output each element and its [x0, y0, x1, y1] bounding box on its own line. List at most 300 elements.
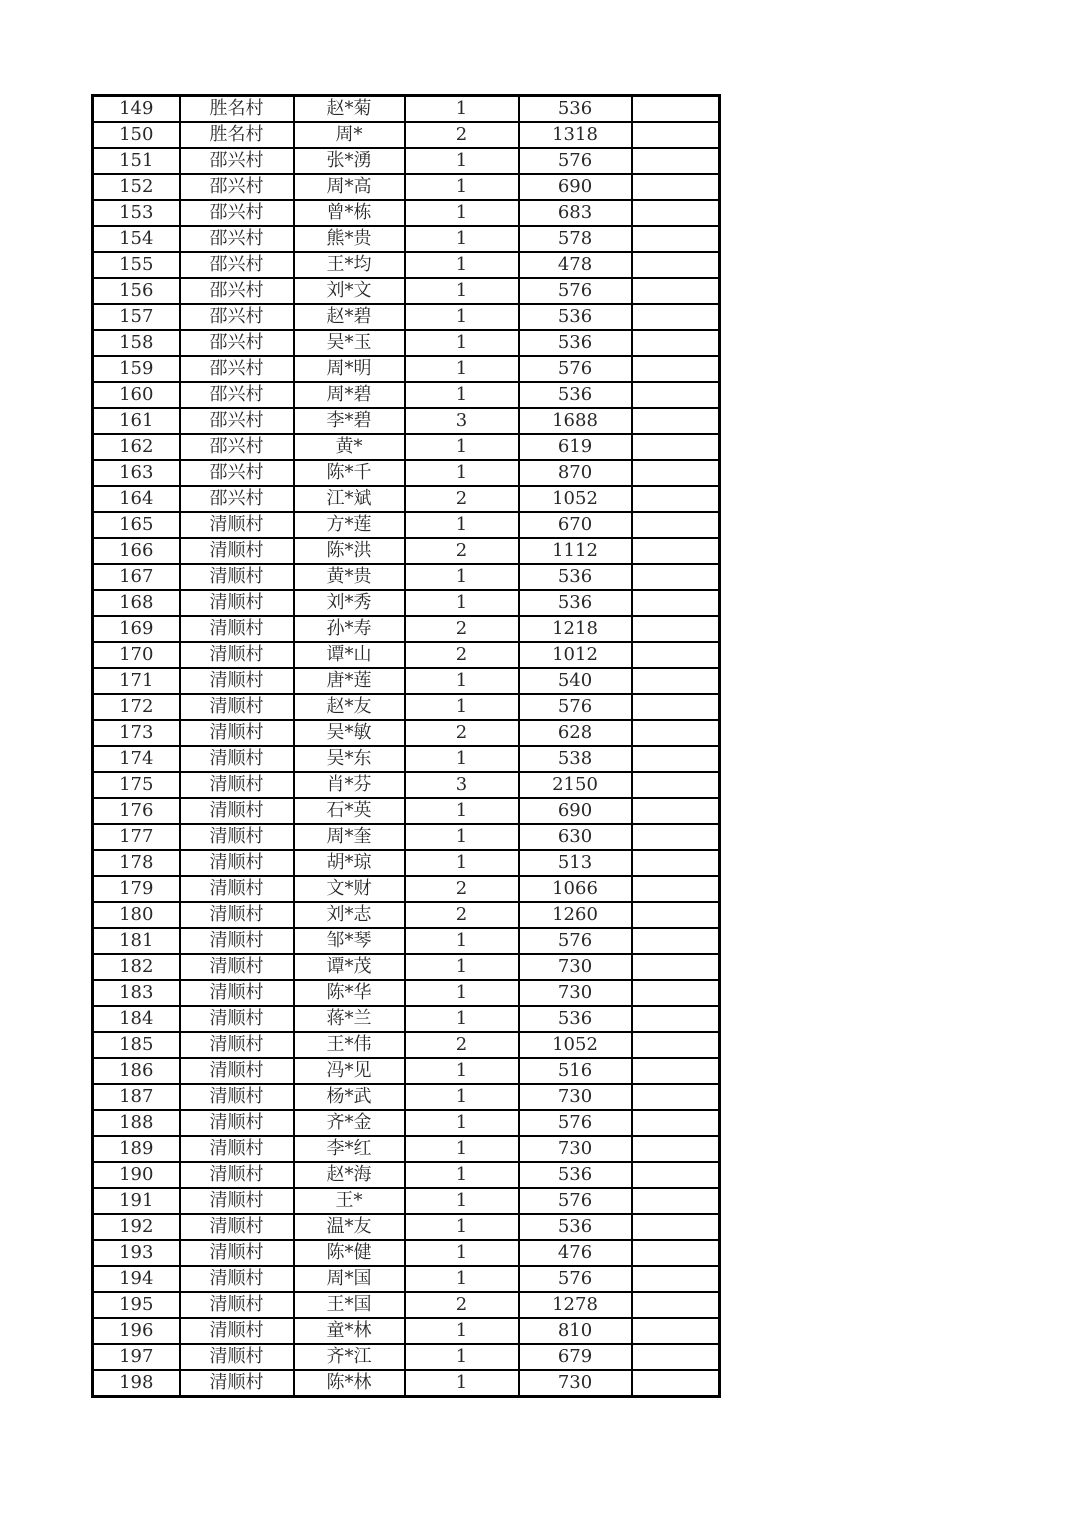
remark-cell	[632, 694, 720, 720]
person-name-cell: 周*明	[294, 356, 405, 382]
person-name-cell: 刘*秀	[294, 590, 405, 616]
person-name-cell: 邹*琴	[294, 928, 405, 954]
village-name-cell: 清顺村	[180, 980, 294, 1006]
serial-number-cell: 187	[93, 1084, 180, 1110]
person-count-cell: 1	[405, 278, 519, 304]
amount-cell: 540	[519, 668, 632, 694]
person-name-cell: 江*斌	[294, 486, 405, 512]
person-name-cell: 熊*贵	[294, 226, 405, 252]
village-name-cell: 清顺村	[180, 954, 294, 980]
serial-number-cell: 160	[93, 382, 180, 408]
person-count-cell: 2	[405, 1032, 519, 1058]
person-count-cell: 1	[405, 1188, 519, 1214]
person-count-cell: 1	[405, 96, 519, 123]
person-count-cell: 1	[405, 1136, 519, 1162]
amount-cell: 576	[519, 1110, 632, 1136]
person-name-cell: 曾*栋	[294, 200, 405, 226]
remark-cell	[632, 1188, 720, 1214]
amount-cell: 1260	[519, 902, 632, 928]
person-count-cell: 1	[405, 356, 519, 382]
village-name-cell: 清顺村	[180, 902, 294, 928]
table-row	[93, 382, 720, 408]
person-name-cell: 谭*山	[294, 642, 405, 668]
village-name-cell: 邵兴村	[180, 486, 294, 512]
person-count-cell: 1	[405, 746, 519, 772]
table-row	[93, 1266, 720, 1292]
remark-cell	[632, 928, 720, 954]
person-name-cell: 童*林	[294, 1318, 405, 1344]
table-row	[93, 1370, 720, 1397]
table-row	[93, 824, 720, 850]
payment-roster-table	[91, 94, 721, 1398]
person-count-cell: 1	[405, 954, 519, 980]
serial-number-cell: 188	[93, 1110, 180, 1136]
person-name-cell: 赵*友	[294, 694, 405, 720]
serial-number-cell: 165	[93, 512, 180, 538]
table-row	[93, 304, 720, 330]
person-count-cell: 1	[405, 460, 519, 486]
person-name-cell: 李*碧	[294, 408, 405, 434]
person-name-cell: 石*英	[294, 798, 405, 824]
amount-cell: 870	[519, 460, 632, 486]
table-row	[93, 668, 720, 694]
person-count-cell: 1	[405, 330, 519, 356]
serial-number-cell: 168	[93, 590, 180, 616]
amount-cell: 476	[519, 1240, 632, 1266]
serial-number-cell: 175	[93, 772, 180, 798]
table-row	[93, 330, 720, 356]
village-name-cell: 清顺村	[180, 512, 294, 538]
remark-cell	[632, 980, 720, 1006]
serial-number-cell: 155	[93, 252, 180, 278]
person-count-cell: 1	[405, 226, 519, 252]
person-name-cell: 冯*见	[294, 1058, 405, 1084]
amount-cell: 536	[519, 590, 632, 616]
person-name-cell: 齐*江	[294, 1344, 405, 1370]
remark-cell	[632, 1136, 720, 1162]
village-name-cell: 邵兴村	[180, 304, 294, 330]
remark-cell	[632, 1266, 720, 1292]
person-count-cell: 2	[405, 720, 519, 746]
village-name-cell: 清顺村	[180, 1162, 294, 1188]
table-row	[93, 278, 720, 304]
table-row	[93, 772, 720, 798]
village-name-cell: 清顺村	[180, 1006, 294, 1032]
amount-cell: 1688	[519, 408, 632, 434]
remark-cell	[632, 1058, 720, 1084]
person-count-cell: 2	[405, 538, 519, 564]
amount-cell: 683	[519, 200, 632, 226]
table-row	[93, 1240, 720, 1266]
remark-cell	[632, 616, 720, 642]
person-count-cell: 2	[405, 122, 519, 148]
village-name-cell: 邵兴村	[180, 460, 294, 486]
remark-cell	[632, 1344, 720, 1370]
village-name-cell: 邵兴村	[180, 408, 294, 434]
village-name-cell: 邵兴村	[180, 356, 294, 382]
serial-number-cell: 195	[93, 1292, 180, 1318]
amount-cell: 578	[519, 226, 632, 252]
serial-number-cell: 192	[93, 1214, 180, 1240]
person-name-cell: 王*均	[294, 252, 405, 278]
amount-cell: 1066	[519, 876, 632, 902]
serial-number-cell: 158	[93, 330, 180, 356]
table-row	[93, 564, 720, 590]
amount-cell: 536	[519, 304, 632, 330]
amount-cell: 690	[519, 174, 632, 200]
serial-number-cell: 159	[93, 356, 180, 382]
remark-cell	[632, 174, 720, 200]
person-count-cell: 1	[405, 850, 519, 876]
amount-cell: 810	[519, 1318, 632, 1344]
person-name-cell: 黄*	[294, 434, 405, 460]
village-name-cell: 清顺村	[180, 1188, 294, 1214]
serial-number-cell: 190	[93, 1162, 180, 1188]
amount-cell: 576	[519, 148, 632, 174]
serial-number-cell: 183	[93, 980, 180, 1006]
person-name-cell: 周*	[294, 122, 405, 148]
person-count-cell: 1	[405, 148, 519, 174]
remark-cell	[632, 642, 720, 668]
table-row	[93, 200, 720, 226]
amount-cell: 730	[519, 954, 632, 980]
person-name-cell: 赵*海	[294, 1162, 405, 1188]
person-count-cell: 1	[405, 824, 519, 850]
table-row	[93, 1344, 720, 1370]
table-row	[93, 226, 720, 252]
person-name-cell: 张*湧	[294, 148, 405, 174]
person-count-cell: 2	[405, 486, 519, 512]
amount-cell: 630	[519, 824, 632, 850]
amount-cell: 536	[519, 1006, 632, 1032]
amount-cell: 2150	[519, 772, 632, 798]
village-name-cell: 邵兴村	[180, 226, 294, 252]
serial-number-cell: 180	[93, 902, 180, 928]
amount-cell: 536	[519, 564, 632, 590]
person-count-cell: 1	[405, 200, 519, 226]
village-name-cell: 邵兴村	[180, 200, 294, 226]
village-name-cell: 清顺村	[180, 694, 294, 720]
remark-cell	[632, 226, 720, 252]
person-name-cell: 方*莲	[294, 512, 405, 538]
amount-cell: 536	[519, 1162, 632, 1188]
person-count-cell: 1	[405, 1006, 519, 1032]
remark-cell	[632, 200, 720, 226]
table-row	[93, 460, 720, 486]
person-count-cell: 3	[405, 408, 519, 434]
serial-number-cell: 177	[93, 824, 180, 850]
village-name-cell: 清顺村	[180, 1370, 294, 1397]
serial-number-cell: 153	[93, 200, 180, 226]
remark-cell	[632, 902, 720, 928]
amount-cell: 690	[519, 798, 632, 824]
serial-number-cell: 181	[93, 928, 180, 954]
table-row	[93, 1162, 720, 1188]
amount-cell: 679	[519, 1344, 632, 1370]
person-name-cell: 杨*武	[294, 1084, 405, 1110]
amount-cell: 478	[519, 252, 632, 278]
table-row	[93, 642, 720, 668]
person-name-cell: 王*	[294, 1188, 405, 1214]
person-count-cell: 1	[405, 382, 519, 408]
serial-number-cell: 184	[93, 1006, 180, 1032]
person-name-cell: 胡*琼	[294, 850, 405, 876]
village-name-cell: 清顺村	[180, 642, 294, 668]
table-body	[93, 96, 720, 1397]
table-row	[93, 902, 720, 928]
serial-number-cell: 186	[93, 1058, 180, 1084]
village-name-cell: 清顺村	[180, 616, 294, 642]
table-row	[93, 174, 720, 200]
village-name-cell: 清顺村	[180, 1058, 294, 1084]
serial-number-cell: 197	[93, 1344, 180, 1370]
remark-cell	[632, 434, 720, 460]
table-row	[93, 486, 720, 512]
amount-cell: 1052	[519, 1032, 632, 1058]
serial-number-cell: 191	[93, 1188, 180, 1214]
serial-number-cell: 169	[93, 616, 180, 642]
remark-cell	[632, 1240, 720, 1266]
amount-cell: 1318	[519, 122, 632, 148]
village-name-cell: 邵兴村	[180, 382, 294, 408]
amount-cell: 730	[519, 1136, 632, 1162]
person-name-cell: 谭*茂	[294, 954, 405, 980]
remark-cell	[632, 850, 720, 876]
remark-cell	[632, 356, 720, 382]
person-name-cell: 吴*敏	[294, 720, 405, 746]
serial-number-cell: 194	[93, 1266, 180, 1292]
person-count-cell: 1	[405, 1240, 519, 1266]
table-row	[93, 1214, 720, 1240]
remark-cell	[632, 1370, 720, 1397]
person-count-cell: 1	[405, 174, 519, 200]
person-name-cell: 周*奎	[294, 824, 405, 850]
table-row	[93, 954, 720, 980]
table-row	[93, 694, 720, 720]
person-name-cell: 赵*碧	[294, 304, 405, 330]
village-name-cell: 清顺村	[180, 1240, 294, 1266]
remark-cell	[632, 408, 720, 434]
serial-number-cell: 156	[93, 278, 180, 304]
remark-cell	[632, 876, 720, 902]
table-row	[93, 980, 720, 1006]
remark-cell	[632, 798, 720, 824]
person-name-cell: 周*国	[294, 1266, 405, 1292]
table-row	[93, 538, 720, 564]
serial-number-cell: 163	[93, 460, 180, 486]
person-name-cell: 陈*千	[294, 460, 405, 486]
village-name-cell: 清顺村	[180, 1214, 294, 1240]
remark-cell	[632, 824, 720, 850]
remark-cell	[632, 746, 720, 772]
person-name-cell: 陈*洪	[294, 538, 405, 564]
amount-cell: 576	[519, 1188, 632, 1214]
amount-cell: 1112	[519, 538, 632, 564]
serial-number-cell: 176	[93, 798, 180, 824]
remark-cell	[632, 278, 720, 304]
village-name-cell: 清顺村	[180, 746, 294, 772]
person-name-cell: 刘*文	[294, 278, 405, 304]
remark-cell	[632, 382, 720, 408]
serial-number-cell: 152	[93, 174, 180, 200]
serial-number-cell: 173	[93, 720, 180, 746]
table-row	[93, 746, 720, 772]
person-count-cell: 1	[405, 1370, 519, 1397]
village-name-cell: 清顺村	[180, 824, 294, 850]
remark-cell	[632, 330, 720, 356]
person-count-cell: 1	[405, 1110, 519, 1136]
village-name-cell: 清顺村	[180, 1318, 294, 1344]
remark-cell	[632, 148, 720, 174]
village-name-cell: 清顺村	[180, 798, 294, 824]
person-name-cell: 赵*菊	[294, 96, 405, 123]
amount-cell: 670	[519, 512, 632, 538]
remark-cell	[632, 954, 720, 980]
remark-cell	[632, 486, 720, 512]
remark-cell	[632, 1084, 720, 1110]
village-name-cell: 胜名村	[180, 96, 294, 123]
table-row	[93, 928, 720, 954]
remark-cell	[632, 1162, 720, 1188]
person-count-cell: 2	[405, 616, 519, 642]
person-count-cell: 1	[405, 1162, 519, 1188]
village-name-cell: 清顺村	[180, 668, 294, 694]
person-count-cell: 2	[405, 1292, 519, 1318]
amount-cell: 576	[519, 278, 632, 304]
table-row	[93, 434, 720, 460]
serial-number-cell: 193	[93, 1240, 180, 1266]
amount-cell: 619	[519, 434, 632, 460]
remark-cell	[632, 564, 720, 590]
person-name-cell: 李*红	[294, 1136, 405, 1162]
village-name-cell: 邵兴村	[180, 278, 294, 304]
village-name-cell: 清顺村	[180, 1136, 294, 1162]
serial-number-cell: 170	[93, 642, 180, 668]
person-count-cell: 1	[405, 1084, 519, 1110]
remark-cell	[632, 1318, 720, 1344]
table-row	[93, 252, 720, 278]
table-row	[93, 1084, 720, 1110]
person-name-cell: 孙*寿	[294, 616, 405, 642]
amount-cell: 576	[519, 928, 632, 954]
person-name-cell: 王*国	[294, 1292, 405, 1318]
serial-number-cell: 166	[93, 538, 180, 564]
village-name-cell: 邵兴村	[180, 174, 294, 200]
remark-cell	[632, 668, 720, 694]
person-count-cell: 1	[405, 694, 519, 720]
serial-number-cell: 150	[93, 122, 180, 148]
amount-cell: 536	[519, 382, 632, 408]
serial-number-cell: 178	[93, 850, 180, 876]
amount-cell: 513	[519, 850, 632, 876]
serial-number-cell: 151	[93, 148, 180, 174]
person-name-cell: 黄*贵	[294, 564, 405, 590]
remark-cell	[632, 304, 720, 330]
person-count-cell: 2	[405, 642, 519, 668]
serial-number-cell: 167	[93, 564, 180, 590]
person-name-cell: 周*碧	[294, 382, 405, 408]
village-name-cell: 清顺村	[180, 928, 294, 954]
person-count-cell: 1	[405, 590, 519, 616]
person-name-cell: 陈*林	[294, 1370, 405, 1397]
amount-cell: 536	[519, 330, 632, 356]
table-row	[93, 96, 720, 123]
table-row	[93, 1136, 720, 1162]
village-name-cell: 清顺村	[180, 590, 294, 616]
person-count-cell: 2	[405, 902, 519, 928]
serial-number-cell: 185	[93, 1032, 180, 1058]
amount-cell: 538	[519, 746, 632, 772]
person-name-cell: 陈*健	[294, 1240, 405, 1266]
amount-cell: 730	[519, 980, 632, 1006]
person-count-cell: 1	[405, 304, 519, 330]
person-count-cell: 2	[405, 876, 519, 902]
village-name-cell: 清顺村	[180, 876, 294, 902]
village-name-cell: 清顺村	[180, 1110, 294, 1136]
remark-cell	[632, 590, 720, 616]
amount-cell: 628	[519, 720, 632, 746]
person-name-cell: 吴*玉	[294, 330, 405, 356]
village-name-cell: 清顺村	[180, 720, 294, 746]
amount-cell: 576	[519, 1266, 632, 1292]
table-row	[93, 1188, 720, 1214]
person-count-cell: 1	[405, 668, 519, 694]
village-name-cell: 清顺村	[180, 1266, 294, 1292]
amount-cell: 516	[519, 1058, 632, 1084]
person-name-cell: 温*友	[294, 1214, 405, 1240]
person-count-cell: 1	[405, 564, 519, 590]
serial-number-cell: 189	[93, 1136, 180, 1162]
village-name-cell: 清顺村	[180, 1084, 294, 1110]
table-row	[93, 616, 720, 642]
person-name-cell: 周*高	[294, 174, 405, 200]
table-row	[93, 876, 720, 902]
table-row	[93, 1318, 720, 1344]
remark-cell	[632, 1006, 720, 1032]
serial-number-cell: 154	[93, 226, 180, 252]
table-row	[93, 1006, 720, 1032]
remark-cell	[632, 460, 720, 486]
person-name-cell: 文*财	[294, 876, 405, 902]
village-name-cell: 邵兴村	[180, 330, 294, 356]
serial-number-cell: 196	[93, 1318, 180, 1344]
serial-number-cell: 149	[93, 96, 180, 123]
amount-cell: 576	[519, 694, 632, 720]
remark-cell	[632, 252, 720, 278]
village-name-cell: 清顺村	[180, 850, 294, 876]
remark-cell	[632, 772, 720, 798]
amount-cell: 730	[519, 1084, 632, 1110]
table-row	[93, 148, 720, 174]
table-row	[93, 798, 720, 824]
table-row	[93, 408, 720, 434]
table-row	[93, 122, 720, 148]
table-row	[93, 850, 720, 876]
remark-cell	[632, 96, 720, 123]
serial-number-cell: 179	[93, 876, 180, 902]
serial-number-cell: 182	[93, 954, 180, 980]
amount-cell: 1052	[519, 486, 632, 512]
amount-cell: 576	[519, 356, 632, 382]
remark-cell	[632, 538, 720, 564]
table-row	[93, 356, 720, 382]
amount-cell: 536	[519, 96, 632, 123]
table-row	[93, 1032, 720, 1058]
village-name-cell: 清顺村	[180, 538, 294, 564]
remark-cell	[632, 512, 720, 538]
person-count-cell: 1	[405, 434, 519, 460]
amount-cell: 536	[519, 1214, 632, 1240]
